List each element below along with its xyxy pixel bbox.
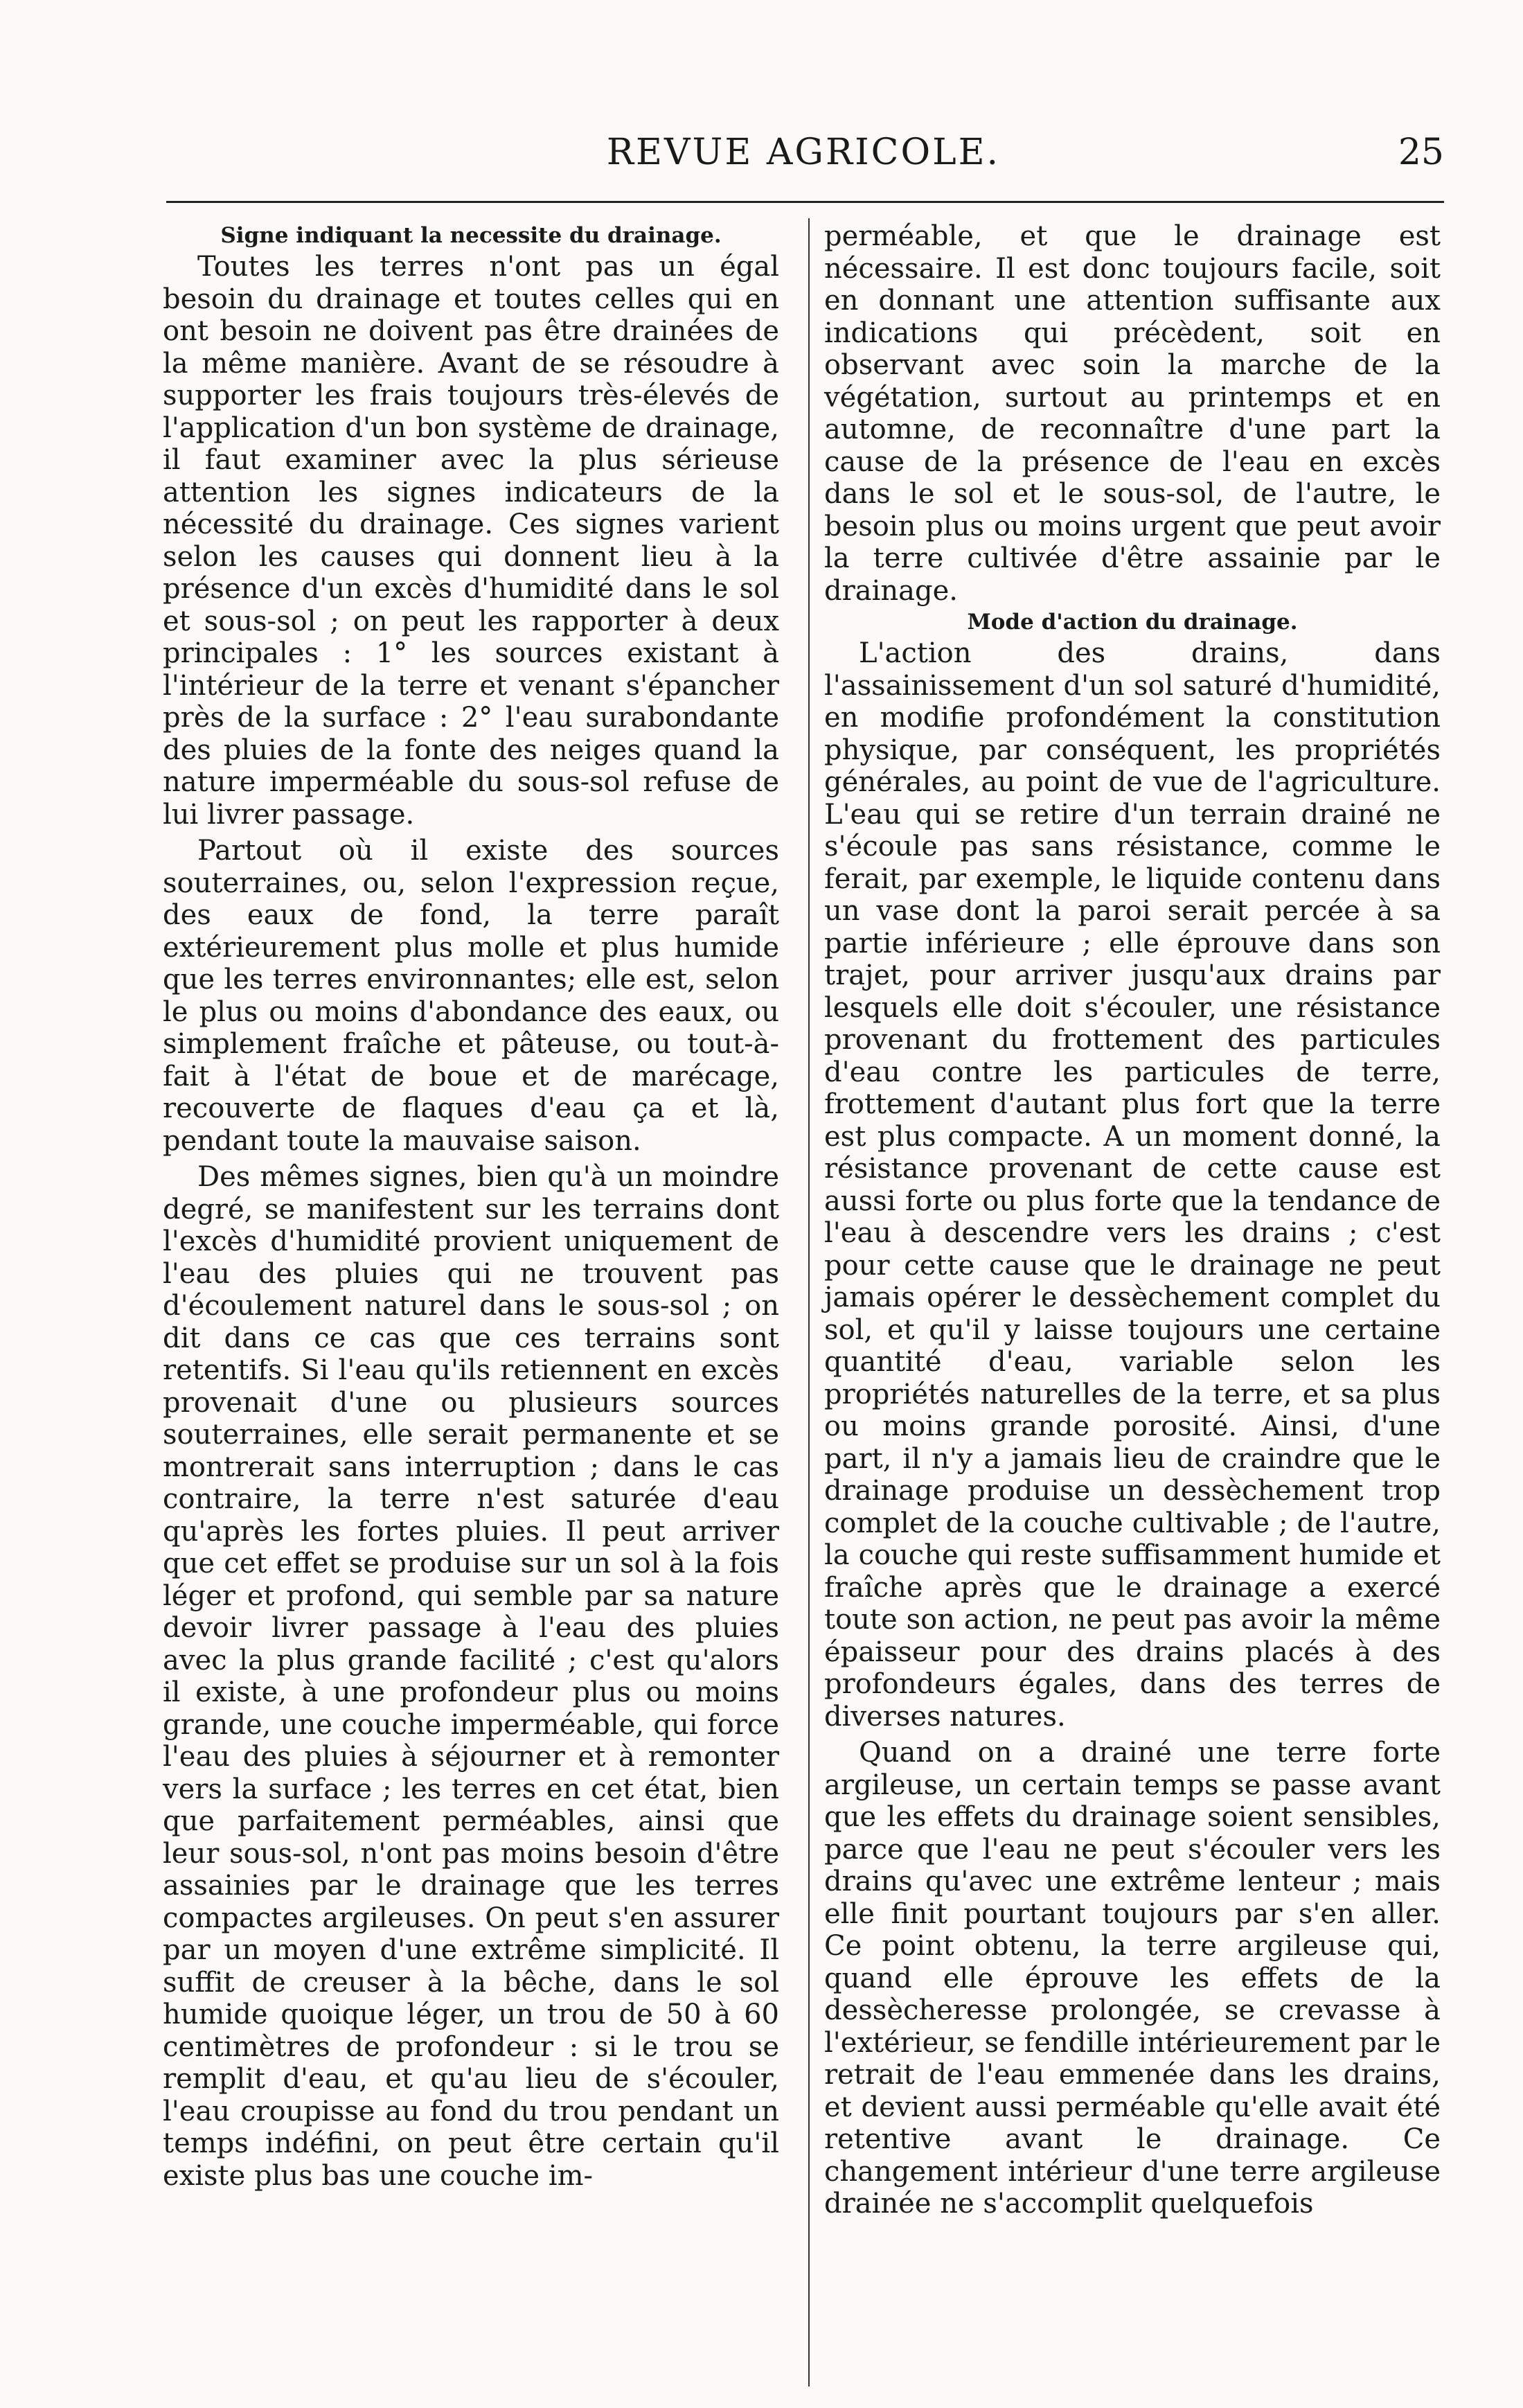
right-column	[824, 220, 1441, 2220]
column-divider	[808, 218, 810, 2387]
running-head	[163, 132, 1444, 180]
running-title: REVUE AGRICOLE.	[606, 132, 1001, 173]
section-heading-necessity: Signe indiquant la necessite du drainage.	[220, 223, 722, 248]
page-number: 25	[1398, 132, 1444, 173]
section-heading-action: Mode d'action du drainage.	[967, 610, 1298, 635]
header-rule	[166, 201, 1444, 203]
paragraph: Quand on a drainé une terre forte argileuse, un certain temps se passe avant que les effets du drainage soient sensibles, parce que l'eau ne peut s'écouler vers les drains qu'avec une extrême lenteur ; mais elle finit pourtant toujours par s'en aller. Ce point obtenu, la terre argileuse qui, quand elle éprouve les effets de la dessècheresse prolongée, se crevasse à l'extérieur, se fendille intérieurement par le retrait de l'eau emmenée dans les drains, et devient aussi perméable qu'elle avait été retentive avant le drainage. Ce changement intérieur d'une terre argileuse drainée ne s'accomplit quelquefois	[824, 1737, 1441, 2220]
paragraph: Des mêmes signes, bien qu'à un moindre degré, se manifestent sur les terrains dont l'excès d'humidité provient uniquement de l'eau des pluies qui ne trouvent pas d'écoulement naturel dans le sous-sol ; on dit dans ce cas que ces terrains sont retentifs. Si l'eau qu'ils retiennent en excès provenait d'une ou plusieurs sources souterraines, elle serait permanente et se montrerait sans interruption ; dans le cas contraire, la terre n'est saturée d'eau qu'après les fortes pluies. Il peut arriver que cet effet se produise sur un sol à la fois léger et profond, qui semble par sa nature devoir livrer passage à l'eau des pluies avec la plus grande facilité ; c'est qu'alors il existe, à une profondeur plus ou moins grande, une couche imperméable, qui force l'eau des pluies à séjourner et à remonter vers la surface ; les terres en cet état, bien que parfaitement perméables, ainsi que leur sous-sol, n'ont pas moins besoin d'être assainies par le drainage que les terres compactes argileuses. On peut s'en assurer par un moyen d'une extrême simplicité. Il suffit de creuser à la bêche, dans le sol humide quoique léger, un trou de 50 à 60 centimètres de profondeur : si le trou se remplit d'eau, et qu'au lieu de s'écouler, l'eau croupisse au fond du trou pendant un temps indéfini, on peut être certain qu'il existe plus bas une couche im-	[163, 1161, 779, 2192]
paragraph-continued: perméable, et que le drainage est nécessaire. Il est donc toujours facile, soit en donnant une attention suffisante aux indications qui précèdent, soit en observant avec soin la marche de la végétation, surtout au printemps et en automne, de reconnaître d'une part la cause de la présence de l'eau en excès dans le sol et le sous-sol, de l'autre, le besoin plus ou moins urgent que peut avoir la terre cultivée d'être assainie par le drainage.	[824, 220, 1441, 607]
paragraph: L'action des drains, dans l'assainissement d'un sol saturé d'humidité, en modifie profondément la constitution physique, par conséquent, les propriétés générales, au point de vue de l'agriculture. L'eau qui se retire d'un terrain drainé ne s'écoule pas sans résistance, comme le ferait, par exemple, le liquide contenu dans un vase dont la paroi serait percée à sa partie inférieure ; elle éprouve dans son trajet, pour arriver jusqu'aux drains par lesquels elle doit s'écouler, une résistance provenant du frottement des particules d'eau contre les particules de terre, frottement d'autant plus fort que la terre est plus compacte. A un moment donné, la résistance provenant de cette cause est aussi forte ou plus forte que la tendance de l'eau à descendre vers les drains ; c'est pour cette cause que le drainage ne peut jamais opérer le dessèchement complet du sol, et qu'il y laisse toujours une certaine quantité d'eau, variable selon les propriétés naturelles de la terre, et sa plus ou moins grande porosité. Ainsi, d'une part, il n'y a jamais lieu de craindre que le drainage produise un dessèchement trop complet de la couche cultivable ; de l'autre, la couche qui reste suffisamment humide et fraîche après que le drainage a exercé toute son action, ne peut pas avoir la même épaisseur pour des drains placés à des profondeurs égales, dans des terres de diverses natures.	[824, 637, 1441, 1733]
paragraph: Partout où il existe des sources souterraines, ou, selon l'expression reçue, des eaux de fond, la terre paraît extérieurement plus molle et plus humide que les terres environnantes; elle est, selon le plus ou moins d'abondance des eaux, ou simplement fraîche et pâteuse, ou tout-à-fait à l'état de boue et de marécage, recouverte de flaques d'eau ça et là, pendant toute la mauvaise saison.	[163, 835, 779, 1157]
paragraph: Toutes les terres n'ont pas un égal besoin du drainage et toutes celles qui en ont besoin ne doivent pas être drainées de la même manière. Avant de se résoudre à supporter les frais toujours très-élevés de l'application d'un bon système de drainage, il faut examiner avec la plus sérieuse attention les signes indicateurs de la nécessité du drainage. Ces signes varient selon les causes qui donnent lieu à la présence d'un excès d'humidité dans le sol et sous-sol ; on peut les rapporter à deux principales : 1° les sources existant à l'intérieur de la terre et venant s'épancher près de la surface : 2° l'eau surabondante des pluies de la fonte des neiges quand la nature imperméable du sous-sol refuse de lui livrer passage.	[163, 251, 779, 831]
left-column	[163, 220, 779, 2192]
